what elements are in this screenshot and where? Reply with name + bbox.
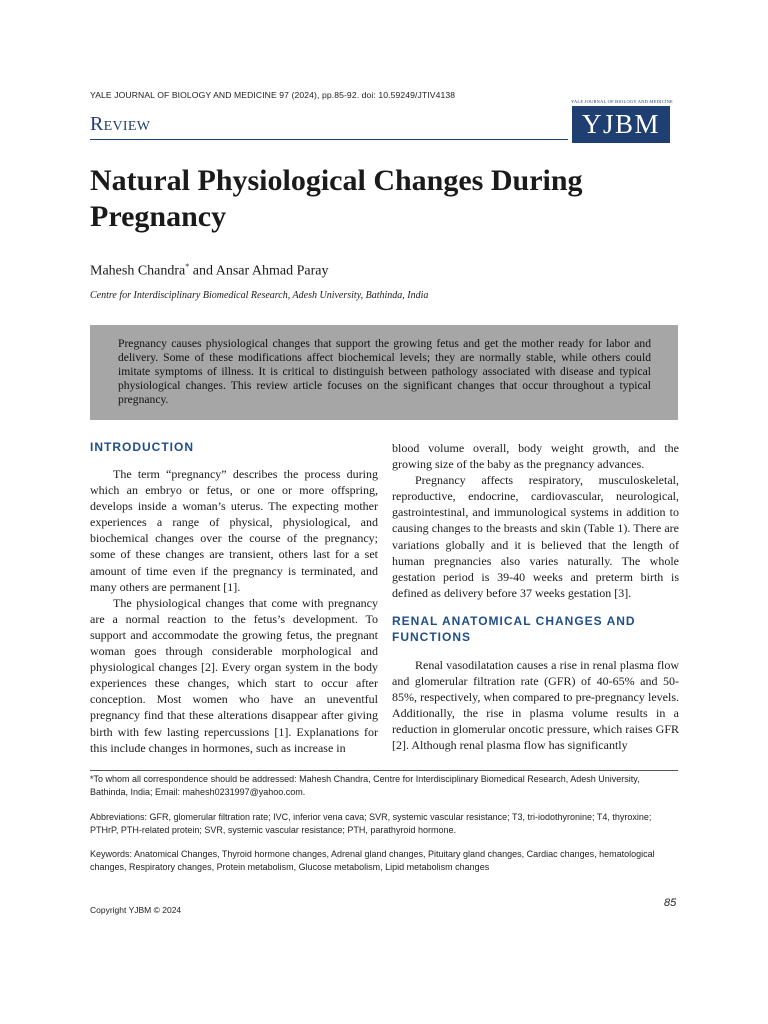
- paragraph: Renal vasodilatation causes a rise in renal plasma flow and glomerular filtration rate (GFR) of 40-65% and 50-85%, respectively, when compared to pre-pregnancy levels. Additionally, the rise in plasma volume results in a reduction in glomerular oncotic pressure, which raises GFR [2]. Although renal plasma flow has significantly: [392, 658, 679, 753]
- co-author-names: and Ansar Ahmad Paray: [189, 263, 329, 279]
- paragraph: The term “pregnancy” describes the process during which an embryo or fetus, or one or more offspring, develops inside a woman’s uterus. The expecting mother experiences a range of physical, physiological, and biochemical changes over the course of the pregnancy; some of these changes are transient, others last for a set amount of time even if the pregnancy is terminated, and many others are permanent [1].: [90, 467, 378, 594]
- affiliation: Centre for Interdisciplinary Biomedical Research, Adesh University, Bathinda, India: [90, 290, 429, 301]
- correspondence-footnote: *To whom all correspondence should be addressed: Mahesh Chandra, Centre for Interdisciplinary Biomedical Research, Adesh University, Bathinda, India; Email: mahesh0231997@yahoo.com.: [90, 774, 640, 797]
- abbreviations-footnote: Abbreviations: GFR, glomerular filtration rate; IVC, inferior vena cava; SVR, systemic vascular resistance; T3, tri-iodothyronine; T4, thyroxine; PTHrP, PTH-related protein; SVR, systemic vascular resistance; PTH, parathyroid hormone.: [90, 812, 652, 835]
- paragraph-continued: blood volume overall, body weight growth, and the growing size of the baby as the pregnancy advances.: [392, 441, 679, 472]
- section-label: Review: [90, 113, 151, 135]
- paragraph: Pregnancy affects respiratory, musculoskeletal, reproductive, endocrine, cardiovascular, neurological, gastrointestinal, and immunological systems in addition to causing changes to the breasts and skin (Table 1). There are variations globally and it is believed that the length of human pregnancies also varies naturally. The whole gestation period is 39-40 weeks and preterm birth is defined as delivery before 37 weeks gestation [3].: [392, 473, 679, 600]
- journal-citation-line: YALE JOURNAL OF BIOLOGY AND MEDICINE 97 (2024), pp.85-92. doi: 10.59249/JTIV4138: [90, 90, 456, 100]
- keywords-footnote: Keywords: Anatomical Changes, Thyroid hormone changes, Adrenal gland changes, Pituitary gland changes, Cardiac changes, hematological changes, Respiratory changes, Protein metabolism, Glucose metabolism, Lipid metabolism changes: [90, 849, 655, 872]
- page-number: 85: [664, 897, 677, 909]
- left-column: [90, 466, 378, 756]
- right-column-bottom: [392, 657, 679, 754]
- section-heading-introduction: INTRODUCTION: [90, 440, 194, 454]
- section-heading-renal: RENAL ANATOMICAL CHANGES AND FUNCTIONS: [392, 614, 636, 644]
- article-title: Natural Physiological Changes During Pregnancy: [90, 164, 583, 233]
- copyright-notice: Copyright YJBM © 2024: [90, 905, 182, 915]
- footnote-divider: [90, 770, 678, 771]
- logo-mark: YJBM: [572, 106, 670, 143]
- journal-logo: [571, 99, 671, 145]
- author-name: Mahesh Chandra: [90, 263, 186, 279]
- abstract-text: Pregnancy causes physiological changes that support the growing fetus and get the mother ready for labor and delivery. Some of these modifications affect biochemical levels; they are normally stable, while others could imitate symptoms of illness. It is critical to distinguish between pathology associated with disease and typical physiological changes. This review article focuses on the significant changes that occur throughout a typical pregnancy.: [118, 337, 651, 406]
- author-list: [90, 262, 328, 280]
- correspondence-mark: *: [185, 262, 190, 271]
- paragraph: The physiological changes that come with pregnancy are a normal reaction to the fetus’s development. To support and accommodate the growing fetus, the pregnant woman goes through considerable morphological and physiological changes [2]. Every organ system in the body experiences these changes, which start to occur after conception. Most women who have an uneventful pregnancy find that these alterations disappear after giving birth with few lasting repercussions [1]. Explanations for this include changes in hormones, such as increase in: [90, 595, 378, 755]
- abstract-box: [90, 325, 678, 420]
- right-column-top: [392, 440, 679, 601]
- section-divider: [90, 139, 568, 140]
- logo-caption: YALE JOURNAL OF BIOLOGY AND MEDICINE: [571, 99, 673, 104]
